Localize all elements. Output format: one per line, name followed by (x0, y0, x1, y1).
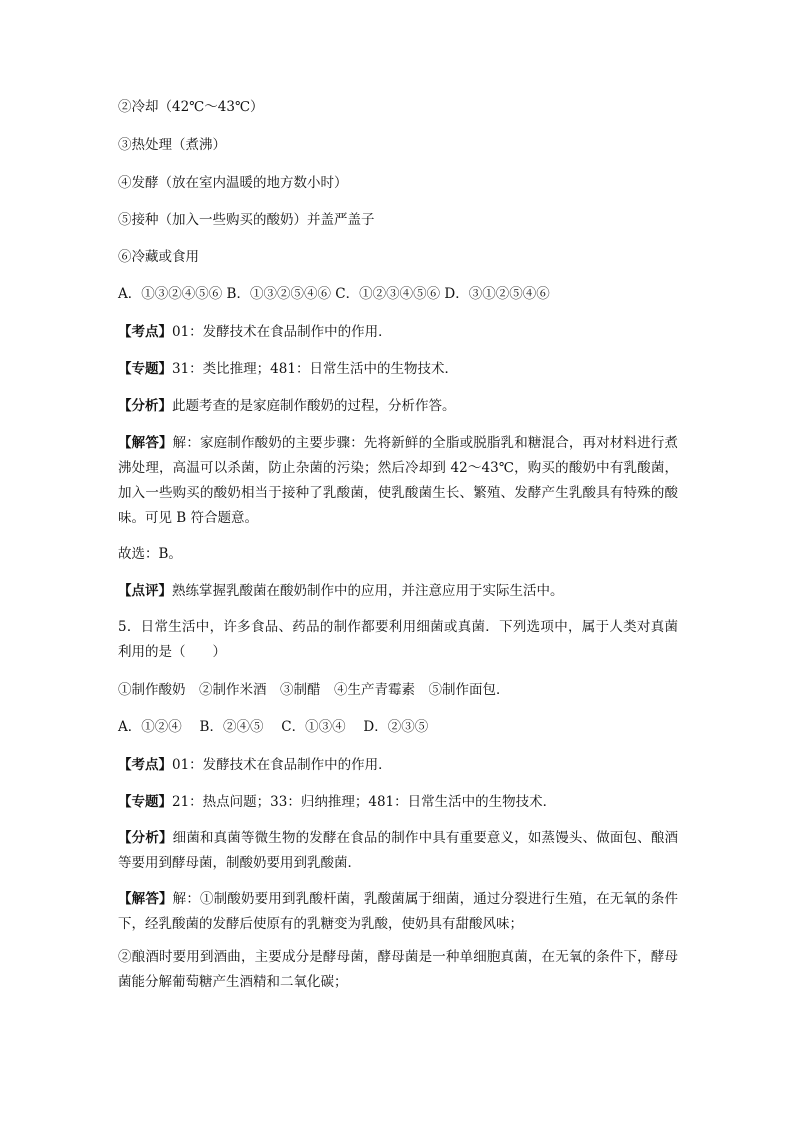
fenxi-text: 此题考查的是家庭制作酸奶的过程，分析作答。 (172, 398, 456, 414)
jieda-text: 解：①制酸奶要用到乳酸杆菌，乳酸菌属于细菌，通过分裂进行生殖，在无氧的条件下，经乳酸菌的发酵后使原有的乳糖变为乳酸，使奶具有甜酸风味； (118, 891, 679, 932)
q5-items: ①制作酸奶 ②制作米酒 ③制醋 ④生产青霉素 ⑤制作面包． (118, 682, 510, 698)
q4-step-3: ③热处理（煮沸） (118, 137, 226, 153)
dianping-text: 熟练掌握乳酸菌在酸奶制作中的应用，并注意应用于实际生活中。 (172, 583, 564, 599)
jieda-tag: 【解答】 (118, 891, 173, 907)
q4-jieda (118, 431, 678, 531)
zhuanti-tag: 【专题】 (118, 794, 172, 810)
q5-zhuanti (118, 793, 698, 811)
zhuanti-text: 21：热点问题；33：归纳推理；481：日常生活中的生物技术． (172, 794, 557, 810)
fenxi-tag: 【分析】 (118, 398, 172, 414)
q4-zhuanti (118, 360, 698, 378)
q5-kaodian (118, 756, 698, 774)
kaodian-tag: 【考点】 (118, 324, 172, 340)
q4-step-5: ⑤接种（加入一些购买的酸奶）并盖严盖子 (118, 212, 375, 228)
kaodian-tag: 【考点】 (118, 757, 172, 773)
q5-jieda-2: ②酿酒时要用到酒曲，主要成分是酵母菌，酵母菌是一种单细胞真菌，在无氧的条件下，酵母菌能分解葡萄糖产生酒精和二氧化碳； (118, 949, 678, 990)
q5-fenxi (118, 826, 678, 876)
q4-step-6: ⑥冷藏或食用 (118, 249, 199, 265)
q4-options: A．①③②④⑤⑥ B．①③②⑤④⑥ C．①②③④⑤⑥ D．③①②⑤④⑥ (118, 286, 550, 302)
q5-jieda (118, 887, 678, 937)
q5-options: A．①②④ B．②④⑤ C．①③④ D．②③⑤ (118, 719, 429, 735)
q4-kaodian (118, 323, 698, 341)
q4-step-2: ②冷却（42℃～43℃） (118, 99, 264, 115)
q4-fenxi (118, 397, 698, 415)
fenxi-tag: 【分析】 (118, 830, 173, 846)
jieda-tag: 【解答】 (118, 435, 173, 451)
zhuanti-tag: 【专题】 (118, 361, 172, 377)
jieda-text: 解：家庭制作酸奶的主要步骤：先将新鲜的全脂或脱脂乳和糖混合，再对材料进行煮沸处理，高温可以杀菌，防止杂菌的污染；然后冷却到 42～43℃，购买的酸奶中有乳酸菌，加入一些购买的酸奶相当于接种了乳酸菌，使乳酸菌生长、繁殖、发酵产生乳酸具有特殊的酸味。可见 B 符合题意。 (118, 435, 679, 526)
q4-step-4: ④发酵（放在室内温暖的地方数小时） (118, 175, 348, 191)
fenxi-text: 细菌和真菌等微生物的发酵在食品的制作中具有重要意义，如蒸馒头、做面包、酿酒等要用到酵母菌，制酸奶要用到乳酸菌． (118, 830, 679, 871)
kaodian-text: 01：发酵技术在食品制作中的作用． (172, 757, 392, 773)
q4-dianping (118, 582, 698, 600)
q4-answer: 故选：B。 (118, 546, 182, 562)
kaodian-text: 01：发酵技术在食品制作中的作用． (172, 324, 392, 340)
zhuanti-text: 31：类比推理；481：日常生活中的生物技术． (172, 361, 458, 377)
q5-question: 5．日常生活中，许多食品、药品的制作都要利用细菌或真菌．下列选项中，属于人类对真菌利用的是（ ） (118, 619, 678, 660)
dianping-tag: 【点评】 (118, 583, 172, 599)
